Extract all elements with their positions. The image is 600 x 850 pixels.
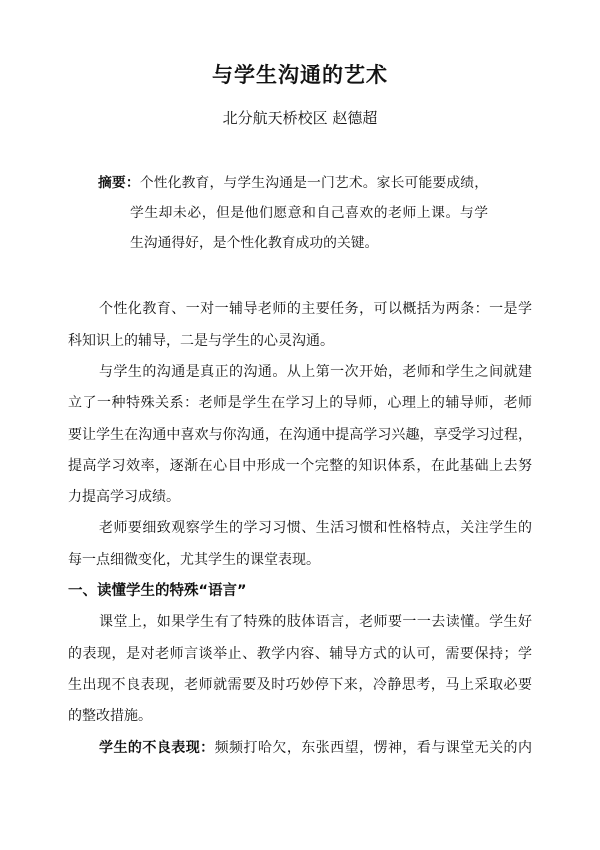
- body-paragraph-2: [68, 357, 532, 513]
- section-heading: 一、读懂学生的特殊“语言”: [68, 583, 247, 600]
- paragraph-line: 力提高学习成绩。: [68, 489, 180, 506]
- document-body: [68, 294, 532, 763]
- paragraph-line: 课堂上，如果学生有了特殊的肢体语言，老师要一一去读懂。学生好: [99, 614, 532, 631]
- abstract: [98, 168, 488, 258]
- paragraph-line: 每一点细微变化，尤其学生的课堂表现。: [68, 551, 320, 568]
- document-title: 与学生沟通的艺术: [212, 63, 388, 87]
- section-1-paragraph-1: [68, 607, 532, 732]
- body-paragraph-1: [68, 294, 532, 357]
- paragraph-line: 的整改措施。: [68, 708, 152, 725]
- abstract-line: 生沟通得好，是个性化教育成功的关键。: [130, 235, 379, 251]
- paragraph-line: 立了一种特殊关系：老师是学生在学习上的导师，心理上的辅导师，老师: [68, 395, 532, 412]
- paragraph-line: 生出现不良表现，老师就需要及时巧妙停下来，冷静思考，马上采取必要: [68, 676, 532, 693]
- abstract-line: 学生却未必，但是他们愿意和自己喜欢的老师上课。与学: [130, 205, 488, 221]
- paragraph-line: [68, 733, 532, 764]
- bad-behavior-label: 学生的不良表现：: [99, 739, 215, 756]
- paragraph-line: 科知识上的辅导，二是与学生的心灵沟通。: [68, 332, 334, 349]
- paragraph-line: 要让学生在沟通中喜欢与你沟通，在沟通中提高学习兴趣，享受学习过程，: [68, 426, 532, 443]
- paragraph-line: 老师要细致观察学生的学习习惯、生活习惯和性格特点，关注学生的: [99, 520, 532, 537]
- bad-behavior-text: 频频打哈欠，东张西望，愣神，看与课堂无关的内: [214, 739, 533, 756]
- abstract-text: 个性化教育，与学生沟通是一门艺术。家长可能要成绩，: [139, 175, 489, 191]
- body-paragraph-3: [68, 513, 532, 576]
- abstract-label: 摘要：: [98, 175, 140, 191]
- section-1-paragraph-2: [68, 733, 532, 764]
- paragraph-line: 提高学习效率，逐渐在心目中形成一个完整的知识体系，在此基础上去努: [68, 457, 532, 474]
- paragraph-line: 的表现，是对老师言谈举止、教学内容、辅导方式的认可，需要保持；学: [68, 645, 532, 662]
- paragraph-line: 与学生的沟通是真正的沟通。从上第一次开始，老师和学生之间就建: [99, 363, 532, 380]
- paragraph-line: 个性化教育、一对一辅导老师的主要任务，可以概括为两条：一是学: [99, 301, 532, 318]
- abstract-line: [98, 168, 488, 198]
- author-line: 北分航天桥校区 赵德超: [222, 109, 378, 127]
